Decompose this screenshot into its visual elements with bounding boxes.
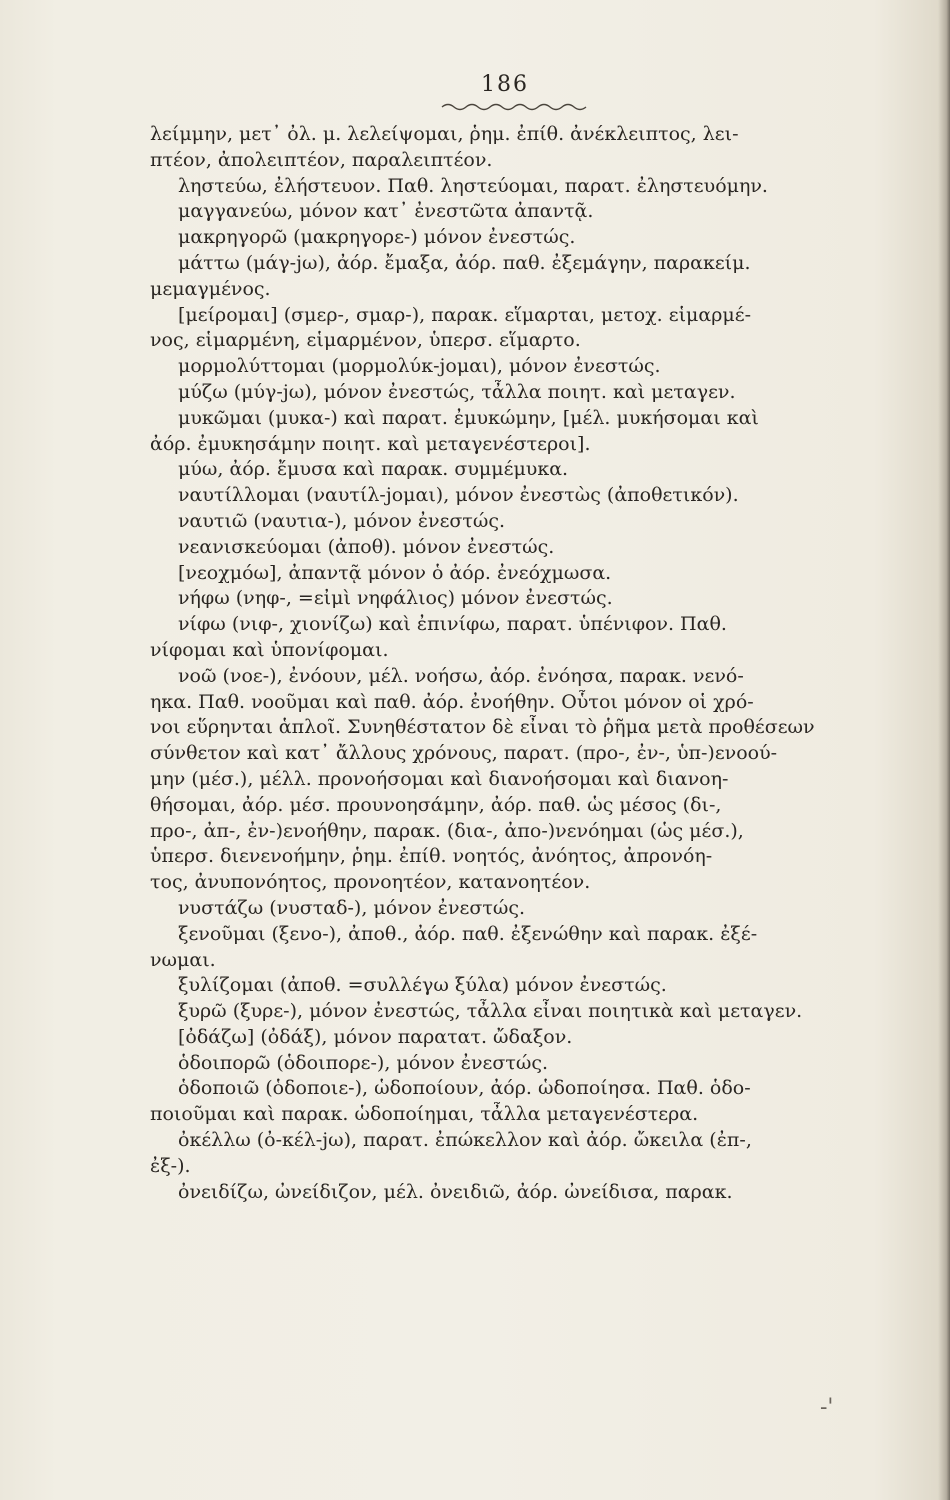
entry-line: ὀκέλλω (ὀ-κέλ-jω), παρατ. ἐπώκελλον καὶ ἀόρ. ὤκειλα (ἐπ-, bbox=[178, 1129, 752, 1152]
entry-line: ναυτιῶ (ναυτια-), μόνον ἐνεστώς. bbox=[178, 509, 506, 532]
text-line: νος, εἱμαρμένη, εἱμαρμένον, ὑπερσ. εἵμαρτο. bbox=[150, 329, 581, 352]
entry-line: νήφω (νηφ-, =εἰμὶ νηφάλιος) μόνον ἐνεστώς. bbox=[178, 587, 613, 610]
entry-line: μυκῶμαι (μυκα-) καὶ παρατ. ἐμυκώμην, [μέλ. μυκήσομαι καὶ bbox=[178, 406, 759, 429]
entry-line: νυστάζω (νυσταδ-), μόνον ἐνεστώς. bbox=[178, 896, 526, 919]
entry-line: ὁδοποιῶ (ὁδοποιε-), ὡδοποίουν, ἀόρ. ὡδοποίησα. Παθ. ὁδο- bbox=[178, 1077, 751, 1100]
entry-line: νοῶ (νοε-), ἐνόουν, μέλ. νοήσω, ἀόρ. ἐνόησα, παρακ. νενό- bbox=[178, 664, 744, 687]
wavy-ornament bbox=[440, 100, 590, 114]
entry-line: ὀνειδίζω, ὠνείδιζον, μέλ. ὀνειδιῶ, ἀόρ. ὠνείδισα, παρακ. bbox=[178, 1180, 733, 1203]
entry-line: [μείρομαι] (σμερ-, σμαρ-), παρακ. εἵμαρται, μετοχ. εἱμαρμέ- bbox=[178, 303, 751, 326]
entry-line: μύω, ἀόρ. ἔμυσα καὶ παρακ. συμμέμυκα. bbox=[178, 458, 569, 481]
page-edge-shadow bbox=[938, 0, 950, 1500]
entry-line: μάττω (μάγ-jω), ἀόρ. ἔμαξα, ἀόρ. παθ. ἐξεμάγην, παρακείμ. bbox=[178, 251, 751, 274]
text-line: ἀόρ. ἐμυκησάμην ποιητ. καὶ μεταγενέστεροι]. bbox=[150, 432, 591, 455]
text-line: πτέον, ἀπολειπτέον, παραλειπτέον. bbox=[150, 148, 493, 171]
text-line: νίφομαι καὶ ὑπονίφομαι. bbox=[150, 638, 389, 661]
entry-line: ξενοῦμαι (ξενο-), ἀποθ., ἀόρ. παθ. ἐξενώθην καὶ παρακ. ἐξέ- bbox=[178, 922, 758, 945]
text-line: νωμαι. bbox=[150, 948, 216, 971]
entry-line: μορμολύττομαι (μορμολύκ-jομαι), μόνον ἐνεστώς. bbox=[178, 355, 661, 378]
entry-line: ξυρῶ (ξυρε-), μόνον ἐνεστώς, τἆλλα εἶναι ποιητικὰ καὶ μεταγεν. bbox=[178, 1000, 803, 1023]
text-line: θήσομαι, ἀόρ. μέσ. προυνοησάμην, ἀόρ. παθ. ὡς μέσος (δι-, bbox=[150, 793, 722, 816]
entry-line: ξυλίζομαι (ἀποθ. =συλλέγω ξύλα) μόνον ἐνεστώς. bbox=[178, 974, 667, 997]
text-line: σύνθετον καὶ κατ᾽ ἄλλους χρόνους, παρατ. (προ-, ἐν-, ὑπ-)ενοού- bbox=[150, 742, 778, 765]
entry-line: νίφω (νιφ-, χιονίζω) καὶ ἐπινίφω, παρατ. ὑπένιφον. Παθ. bbox=[178, 613, 727, 636]
text-line: ὑπερσ. διενενοήμην, ῥημ. ἐπίθ. νοητός, ἀνόητος, ἀπρονόη- bbox=[150, 845, 713, 868]
entry-line: μακρηγορῶ (μακρηγορε-) μόνον ἐνεστώς. bbox=[178, 226, 576, 249]
entry-line: ληστεύω, ἐλήστευον. Παθ. ληστεύομαι, παρατ. ἐληστευόμην. bbox=[178, 174, 768, 197]
stray-mark: -' bbox=[820, 1395, 834, 1420]
text-line: ηκα. Παθ. νοοῦμαι καὶ παθ. ἀόρ. ἐνοήθην. Οὗτοι μόνον οἱ χρό- bbox=[150, 690, 754, 713]
text-line: νοι εὕρηνται ἁπλοῖ. Συνηθέστατον δὲ εἶναι τὸ ῥῆμα μετὰ προθέσεων bbox=[150, 716, 815, 739]
entry-line: ὁδοιπορῶ (ὁδοιπορε-), μόνον ἐνεστώς. bbox=[178, 1051, 549, 1074]
text-line: μην (μέσ.), μέλλ. προνοήσομαι καὶ διανοήσομαι καὶ διανοη- bbox=[150, 767, 729, 790]
entry-line: μαγγανεύω, μόνον κατ᾽ ἐνεστῶτα ἀπαντᾷ. bbox=[178, 200, 594, 223]
text-line: τος, ἀνυπονόητος, προνοητέον, κατανοητέον. bbox=[150, 871, 591, 894]
entry-line: μύζω (μύγ-jω), μόνον ἐνεστώς, τἆλλα ποιητ. καὶ μεταγεν. bbox=[178, 380, 736, 403]
text-line: μεμαγμένος. bbox=[150, 277, 271, 300]
text-line: ἐξ-). bbox=[150, 1154, 191, 1177]
entry-line: [ὀδάζω] (ὀδάξ), μόνον παρατατ. ὤδαξον. bbox=[178, 1025, 573, 1048]
entry-line: [νεοχμόω], ἀπαντᾷ μόνον ὁ ἀόρ. ἐνεόχμωσα. bbox=[178, 561, 612, 584]
dictionary-text bbox=[150, 122, 885, 1205]
text-line: ποιοῦμαι καὶ παρακ. ὡδοποίημαι, τἆλλα μεταγενέστερα. bbox=[150, 1103, 699, 1126]
page-number: 186 bbox=[481, 72, 529, 97]
text-line: προ-, ἀπ-, ἐν-)ενοήθην, παρακ. (δια-, ἀπο-)νενόημαι (ὡς μέσ.), bbox=[150, 819, 744, 842]
entry-line: νεανισκεύομαι (ἀποθ). μόνον ἐνεστώς. bbox=[178, 535, 555, 558]
entry-line: ναυτίλλομαι (ναυτίλ-jομαι), μόνον ἐνεστὼς (ἀποθετικόν). bbox=[178, 484, 739, 507]
text-line: λείμμην, μετ᾽ ὀλ. μ. λελείψομαι, ῥημ. ἐπίθ. ἀνέκλειπτος, λει- bbox=[150, 123, 739, 145]
